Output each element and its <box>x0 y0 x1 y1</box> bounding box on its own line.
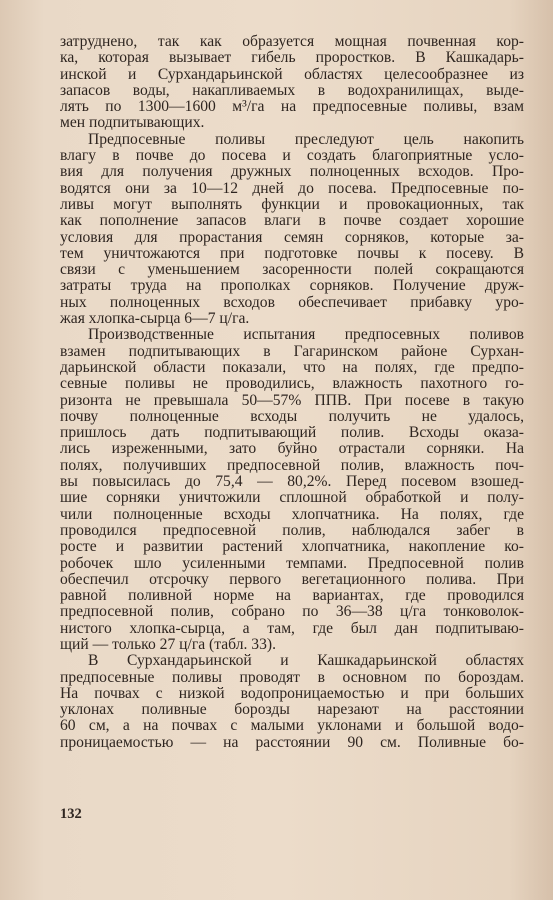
text-line: шие сорняки уничтожили сплошной обработкой и полу- <box>60 489 524 507</box>
text-line: взамен подпитывающих в Гагаринском районе Сурхан- <box>60 342 524 360</box>
text-line: ливы могут выполнять функции и провокационных, так <box>60 195 524 213</box>
text-line: Предпосевные поливы преследуют цель накопить <box>88 130 524 148</box>
text-line: обеспечил отсрочку первого вегетационного полива. При <box>60 570 524 588</box>
body-text <box>60 34 524 751</box>
text-line: вы повысилась до 75,4 — 80,2%. Перед посевом взошед- <box>60 473 524 491</box>
text-line: нистого хлопка-сырца, а там, где был дан подпитываю- <box>60 619 524 637</box>
text-line: равной поливной норме на вариантах, где проводился <box>60 587 524 605</box>
text-line: чили полноценные всходы хлопчатника. На полях, где <box>60 505 524 523</box>
text-line: проницаемостью — на расстоянии 90 см. Поливные бо- <box>60 733 524 751</box>
text-line: щий — только 27 ц/га (табл. 33). <box>60 635 276 653</box>
paragraph <box>60 327 524 653</box>
text-line: В Сурхандарьинской и Кашкадарьинской областях <box>88 652 524 670</box>
text-line: лять по 1300—1600 м³/га на предпосевные поливы, взам <box>60 98 524 116</box>
text-line: предпосевной полив, собрано по 36—38 ц/га тонковолок- <box>60 603 524 621</box>
text-line: ка, которая вызывает гибель проростков. В Кашкадарь- <box>60 49 524 67</box>
paragraph <box>60 34 524 132</box>
text-line: робочек шло усиленными темпами. Предпосевной полив <box>60 554 524 572</box>
text-line: На почвах с низкой водопроницаемостью и при больших <box>60 684 524 702</box>
text-line: севные поливы не проводились, влажность пахотного го- <box>60 375 524 393</box>
text-line: ризонта не превышала 50—57% ППВ. При посеве в такую <box>60 391 524 409</box>
text-line: дарьинской области показали, что на полях, где предпо- <box>60 358 524 376</box>
page-number: 132 <box>60 806 82 822</box>
text-line: проводился предпосевной полив, наблюдался забег в <box>60 521 524 539</box>
text-line: предпосевные поливы проводят в основном по бороздам. <box>60 668 524 686</box>
paragraph <box>60 132 524 328</box>
text-line: росте и развитии растений хлопчатника, накопление ко- <box>60 538 524 556</box>
text-line: связи с уменьшением засоренности полей сокращаются <box>60 261 524 279</box>
text-line: тем уничтожаются при подготовке почвы к посеву. В <box>60 244 524 262</box>
text-line: вия для получения дружных полноценных всходов. Про- <box>60 163 524 181</box>
text-line: полях, получивших предпосевной полив, влажность поч- <box>60 456 524 474</box>
text-line: уклонах поливные борозды нарезают на расстоянии <box>60 701 524 719</box>
text-line: 60 см, а на почвах с малыми уклонами и большой водо- <box>60 717 524 735</box>
text-line: пришлось дать подпитывающий полив. Всходы оказа- <box>60 424 524 442</box>
text-line: ных полноценных всходов обеспечивает прибавку уро- <box>60 293 524 311</box>
text-line: лись изреженными, зато буйно отрастали сорняки. На <box>60 440 524 458</box>
text-line: почву полноценные всходы получить не удалось, <box>60 407 524 425</box>
text-line: как пополнение запасов влаги в почве создает хорошие <box>60 212 524 230</box>
text-line: Производственные испытания предпосевных поливов <box>88 326 524 344</box>
text-line: жая хлопка-сырца 6—7 ц/га. <box>60 310 250 328</box>
text-line: затруднено, так как образуется мощная почвенная кор- <box>60 33 524 50</box>
paragraph <box>60 653 524 751</box>
text-line: водятся они за 10—12 дней до посева. Предпосевные по- <box>60 179 524 197</box>
text-line: мен подпитывающих. <box>60 114 205 132</box>
text-line: влагу в почве до посева и создать благоприятные усло- <box>60 147 524 165</box>
text-line: затраты труда на прополках сорняков. Получение друж- <box>60 277 524 295</box>
text-line: инской и Сурхандарьинской областях целесообразнее из <box>60 65 524 83</box>
text-line: запасов воды, накапливаемых в водохранилищах, выде- <box>60 81 524 99</box>
text-line: условия для прорастания семян сорняков, которые за- <box>60 228 524 246</box>
